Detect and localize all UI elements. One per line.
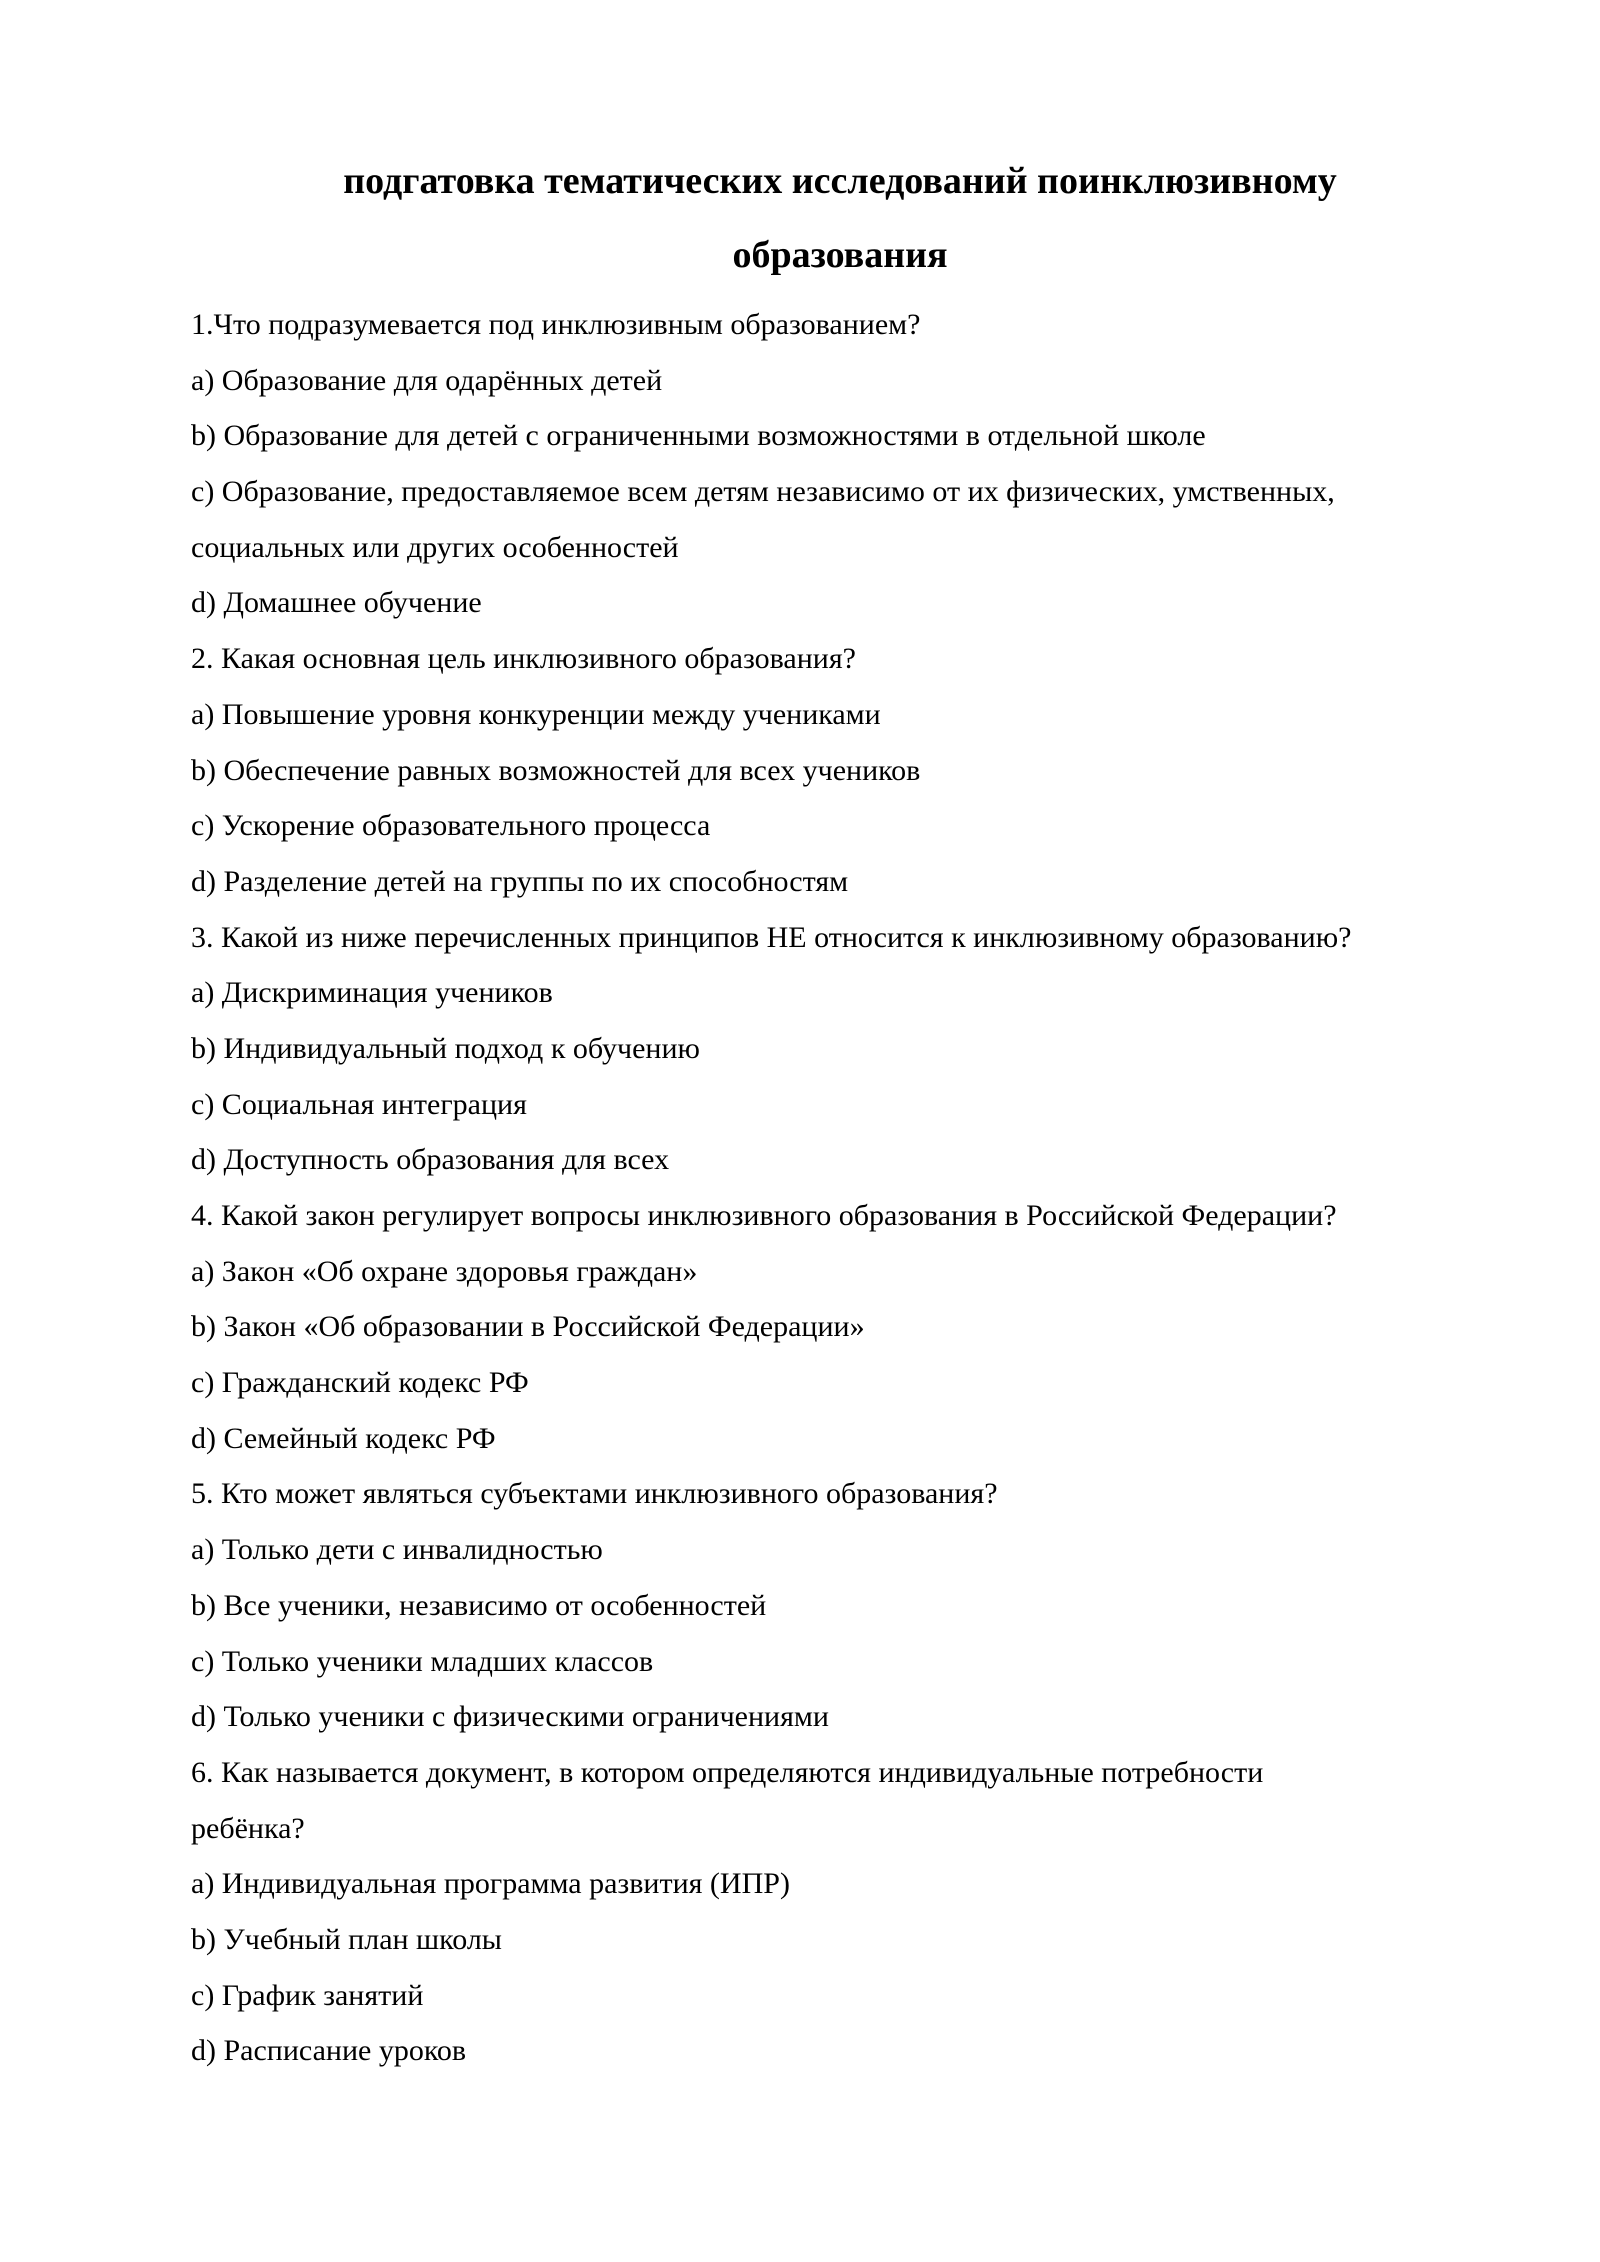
question-3: 3. Какой из ниже перечисленных принципов НЕ относится к инклюзивному образованию? xyxy=(191,920,1352,954)
question-1-option-b: b) Образование для детей с ограниченными возможностями в отдельной школе xyxy=(191,419,1206,453)
question-2-option-b: b) Обеспечение равных возможностей для всех учеников xyxy=(191,753,921,787)
question-1-option-c-continued: социальных или других особенностей xyxy=(191,530,679,564)
question-2: 2. Какая основная цель инклюзивного образования? xyxy=(191,642,856,676)
question-4-option-c: c) Гражданский кодекс РФ xyxy=(191,1366,529,1400)
document-body xyxy=(191,297,1511,2079)
question-6-continued: ребёнка? xyxy=(191,1811,305,1845)
question-6-option-d: d) Расписание уроков xyxy=(191,2034,467,2068)
question-1-option-d: d) Домашнее обучение xyxy=(191,586,482,620)
question-4-option-a: a) Закон «Об охране здоровья граждан» xyxy=(191,1254,698,1288)
title-line-2: образования xyxy=(732,234,948,276)
question-3-option-d: d) Доступность образования для всех xyxy=(191,1143,670,1177)
question-2-option-c: c) Ускорение образовательного процесса xyxy=(191,809,711,843)
question-4-option-d: d) Семейный кодекс РФ xyxy=(191,1421,496,1455)
question-5-option-c: c) Только ученики младших классов xyxy=(191,1644,654,1678)
question-1-option-a: a) Образование для одарённых детей xyxy=(191,363,663,397)
question-1-option-c: c) Образование, предоставляемое всем детям независимо от их физических, умственных, xyxy=(191,475,1335,509)
question-5-option-d: d) Только ученики с физическими ограничениями xyxy=(191,1700,829,1734)
question-6-option-c: c) График занятий xyxy=(191,1978,424,2012)
question-4: 4. Какой закон регулирует вопросы инклюзивного образования в Российской Федерации? xyxy=(191,1199,1337,1232)
question-4-option-b: b) Закон «Об образовании в Российской Федерации» xyxy=(191,1310,865,1344)
question-2-option-d: d) Разделение детей на группы по их способностям xyxy=(191,864,849,898)
title-line-1: подгатовка тематических исследований поинклюзивному xyxy=(343,160,1337,202)
question-1: 1.Что подразумевается под инклюзивным образованием? xyxy=(191,308,921,341)
question-5: 5. Кто может являться субъектами инклюзивного образования? xyxy=(191,1477,998,1511)
question-3-option-a: a) Дискриминация учеников xyxy=(191,976,553,1010)
question-6-option-b: b) Учебный план школы xyxy=(191,1922,502,1956)
question-6: 6. Как называется документ, в котором определяются индивидуальные потребности xyxy=(191,1755,1264,1789)
question-2-option-a: a) Повышение уровня конкуренции между учениками xyxy=(191,697,881,731)
question-5-option-a: a) Только дети с инвалидностью xyxy=(191,1533,603,1567)
question-5-option-b: b) Все ученики, независимо от особенностей xyxy=(191,1588,767,1622)
question-3-option-c: c) Социальная интеграция xyxy=(191,1087,527,1121)
document-title xyxy=(150,144,1530,292)
question-3-option-b: b) Индивидуальный подход к обучению xyxy=(191,1031,700,1065)
question-6-option-a: a) Индивидуальная программа развития (ИПР) xyxy=(191,1867,790,1901)
